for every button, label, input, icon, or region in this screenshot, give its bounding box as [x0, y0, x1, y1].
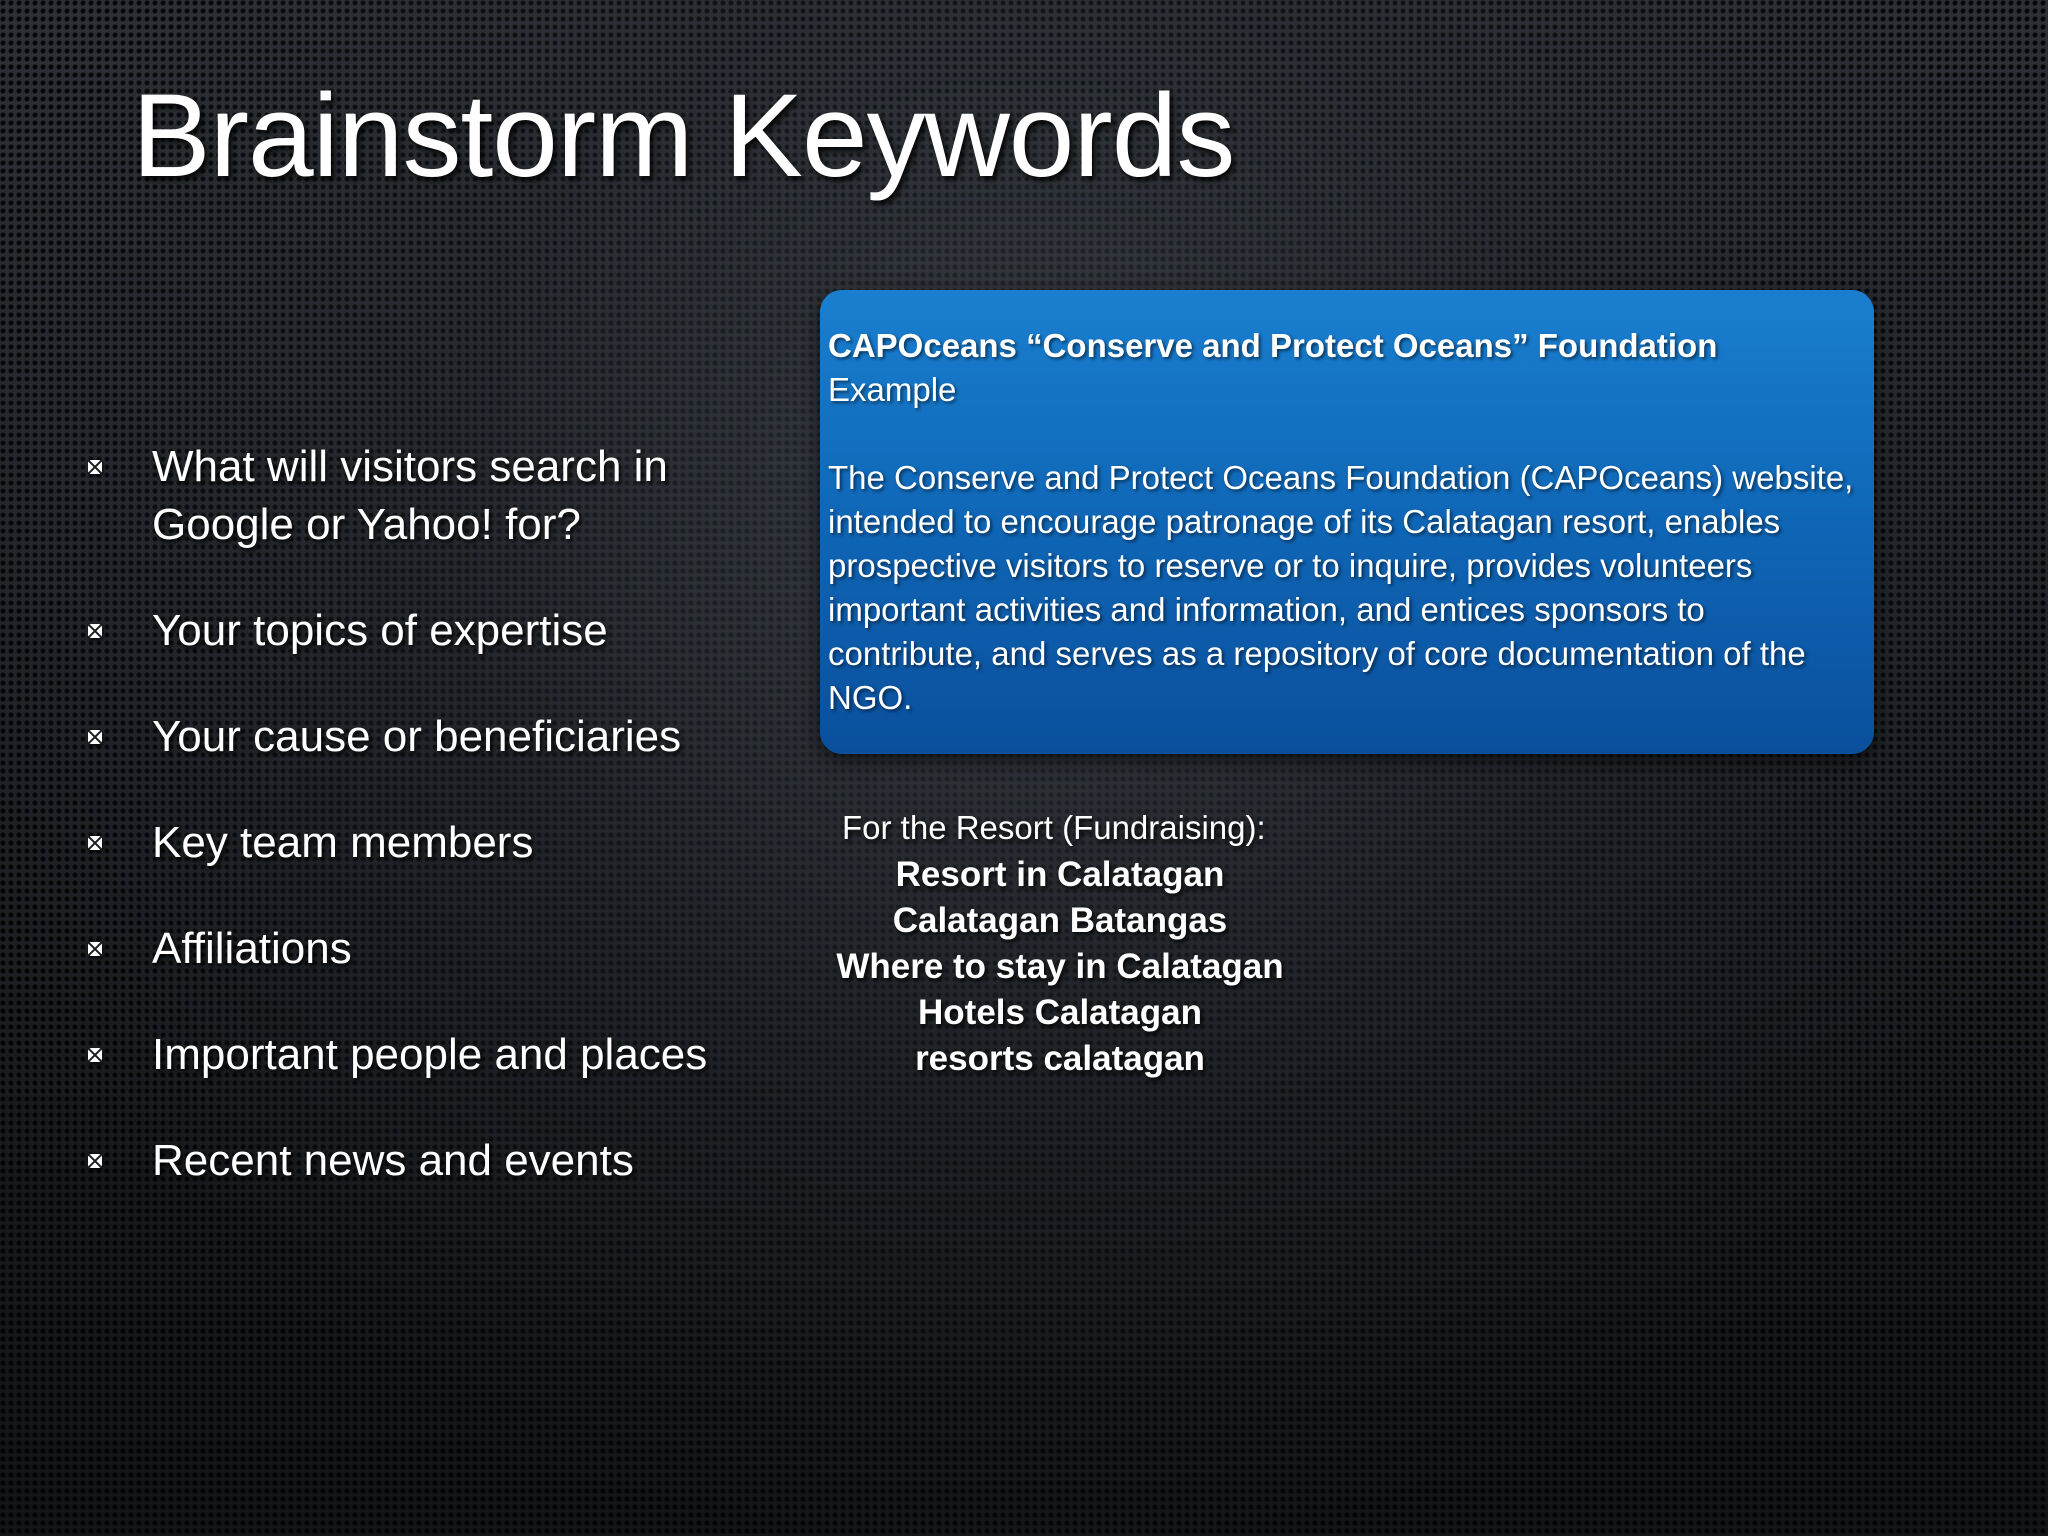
bullet-x-icon [88, 460, 102, 474]
bullet-text: Recent news and events [152, 1136, 634, 1185]
bullet-item [84, 1026, 784, 1084]
example-content [828, 324, 1858, 720]
bullet-text: Your cause or beneficiaries [152, 712, 682, 761]
bullet-text: Affiliations [152, 924, 352, 973]
bullet-x-icon [88, 942, 102, 956]
bullet-list [84, 438, 784, 1238]
bullet-item [84, 920, 784, 978]
example-callout-box [820, 290, 1874, 754]
resort-keywords [820, 806, 1300, 1082]
bullet-x-icon [88, 624, 102, 638]
resort-heading: For the Resort (Fundraising): [842, 809, 1266, 846]
bullet-text: Your topics of expertise [152, 606, 608, 655]
resort-keyword: Hotels Calatagan [918, 993, 1202, 1032]
example-subheading: Example [828, 371, 957, 408]
bullet-text: What will visitors search in Google or Yahoo! for? [152, 442, 668, 549]
bullet-text: Key team members [152, 818, 534, 867]
resort-keyword: Calatagan Batangas [892, 901, 1228, 940]
resort-keyword: resorts calatagan [915, 1039, 1205, 1078]
bullet-text: Important people and places [152, 1030, 708, 1079]
bullet-item [84, 708, 784, 766]
resort-keyword: Where to stay in Calatagan [836, 947, 1284, 986]
example-heading: CAPOceans “Conserve and Protect Oceans” Foundation [828, 327, 1718, 364]
resort-keyword-list [820, 852, 1300, 1082]
bullet-x-icon [88, 1048, 102, 1062]
bullet-item [84, 814, 784, 872]
bullet-item [84, 438, 784, 554]
bullet-x-icon [88, 836, 102, 850]
bullet-item [84, 602, 784, 660]
example-body-text: The Conserve and Protect Oceans Foundation (CAPOceans) website, intended to encourage patronage of its Calatagan resort, enables prospective visitors to reserve or to inquire, provides volunteers important activities and information, and entices sponsors to contribute, and serves as a repository of core documentation of the NGO. [828, 459, 1854, 716]
resort-keyword: Resort in Calatagan [895, 855, 1225, 894]
bullet-item [84, 1132, 784, 1190]
slide-title: Brainstorm Keywords [132, 70, 1235, 202]
bullet-x-icon [88, 730, 102, 744]
bullet-x-icon [88, 1154, 102, 1168]
